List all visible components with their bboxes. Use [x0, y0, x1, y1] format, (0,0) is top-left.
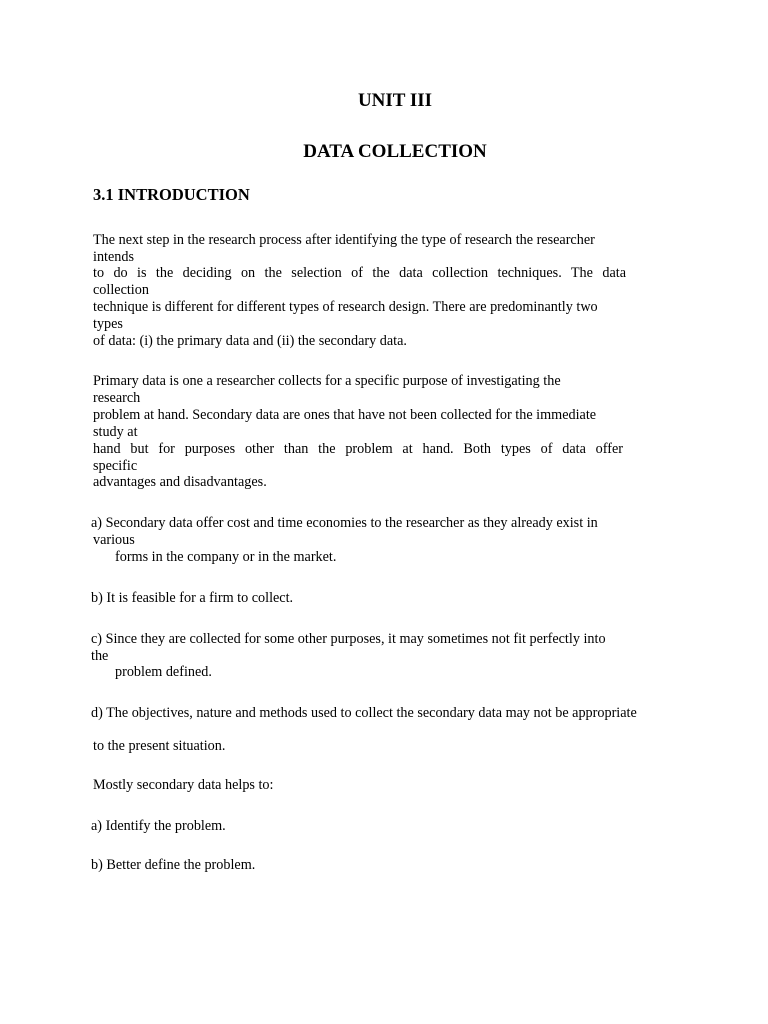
- paragraph-2-line: problem at hand. Secondary data are ones that have not been collected for the immediate: [93, 407, 597, 423]
- paragraph-1-line: intends: [93, 249, 134, 265]
- list-item-b: b) It is feasible for a firm to collect.: [91, 590, 294, 606]
- paragraph-1-line: collection: [93, 282, 149, 298]
- list-item-d-line: d) The objectives, nature and methods used to collect the secondary data may not be appropriate: [91, 705, 637, 721]
- paragraph-2-line: specific: [93, 458, 138, 474]
- paragraph-1-line: of data: (i) the primary data and (ii) the secondary data.: [93, 333, 407, 349]
- paragraph-1-line: types: [93, 316, 123, 332]
- paragraph-2-line: hand but for purposes other than the problem at hand. Both types of data offer: [93, 441, 623, 457]
- helps-item-b: b) Better define the problem.: [91, 857, 256, 873]
- paragraph-2-line: research: [93, 390, 141, 406]
- paragraph-2-line: advantages and disadvantages.: [93, 474, 267, 490]
- page-title: DATA COLLECTION: [303, 141, 487, 162]
- list-item-c-line: c) Since they are collected for some other purposes, it may sometimes not fit perfectly into: [91, 631, 606, 647]
- helps-item-a: a) Identify the problem.: [91, 818, 226, 834]
- list-item-a-line: a) Secondary data offer cost and time economies to the researcher as they already exist in: [91, 515, 598, 531]
- paragraph-2-line: study at: [93, 424, 138, 440]
- unit-heading: UNIT III: [357, 90, 433, 111]
- paragraph-2-line: Primary data is one a researcher collects for a specific purpose of investigating the: [93, 373, 561, 389]
- helps-intro: Mostly secondary data helps to:: [93, 777, 274, 793]
- list-item-c-line: problem defined.: [115, 664, 212, 680]
- paragraph-1-line: to do is the deciding on the selection of the data collection techniques. The data: [93, 265, 626, 281]
- paragraph-1-line: technique is different for different types of research design. There are predominantly two: [93, 299, 598, 315]
- section-heading: 3.1 INTRODUCTION: [93, 185, 250, 204]
- list-item-a-line: various: [93, 532, 135, 548]
- list-item-c-line: the: [91, 648, 109, 664]
- paragraph-1-line: The next step in the research process after identifying the type of research the researcher: [93, 232, 595, 248]
- list-item-d-line: to the present situation.: [93, 738, 226, 754]
- list-item-a-line: forms in the company or in the market.: [115, 549, 337, 565]
